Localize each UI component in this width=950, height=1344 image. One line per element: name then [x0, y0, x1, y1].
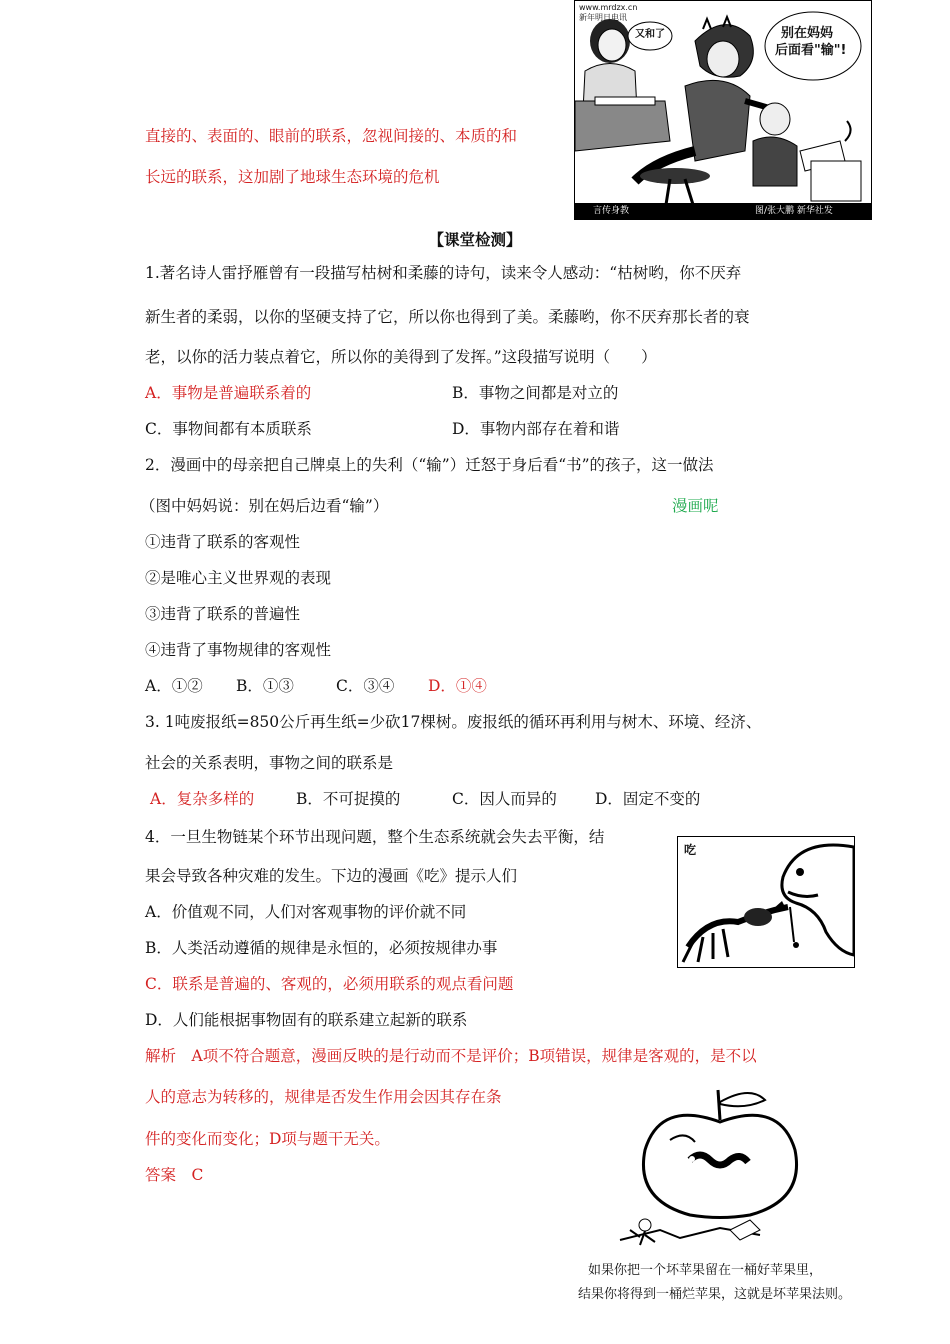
q4-analysis-1: 解析 A项不符合题意，漫画反映的是行动而不是评价；B项错误，规律是客观的，是不以 [145, 1047, 757, 1065]
q1-option-c: C．事物间都有本质联系 [145, 420, 312, 438]
cartoon1-caption-left: 言传身教 [593, 206, 630, 216]
q4-option-d: D．人们能根据事物固有的联系建立起新的联系 [145, 1011, 468, 1029]
cartoon1-bubble-right-1: 别在妈妈 [781, 26, 834, 41]
q3-option-c: C．因人而异的 [452, 790, 557, 808]
intro-line-1: 直接的、表面的、眼前的联系，忽视间接的、本质的和 [145, 127, 518, 145]
q4-option-b: B．人类活动遵循的规律是永恒的，必须按规律办事 [145, 939, 498, 957]
cartoon1-bubble-right-2: 后面看"输"! [775, 43, 847, 58]
q4-line-2: 果会导致各种灾难的发生。下边的漫画《吃》提示人们 [145, 867, 518, 885]
q2-item-4: ④违背了事物规律的客观性 [145, 641, 332, 659]
cartoon1-bubble-left: 又和了 [635, 29, 665, 40]
q1-option-d: D．事物内部存在着和谐 [452, 420, 620, 438]
cartoon-eat-drawing [678, 837, 854, 967]
cartoon-bad-apple-drawing [600, 1080, 850, 1260]
q3-option-b: B．不可捉摸的 [296, 790, 401, 808]
cartoon-mother-mahjong [574, 0, 872, 220]
section-title: 【课堂检测】 [428, 230, 522, 249]
q4-line-1: 4．一旦生物链某个环节出现问题，整个生态系统就会失去平衡，结 [145, 828, 605, 846]
q2-option-b: B．①③ [236, 677, 294, 695]
q4-analysis-3: 件的变化而变化；D项与题干无关。 [145, 1130, 390, 1148]
q1-option-a: A．事物是普遍联系着的 [145, 384, 312, 402]
cartoon1-top-text: 新年明日电讯 [579, 13, 627, 22]
q3-line-1: 3. 1吨废报纸=850公斤再生纸=少砍17棵树。废报纸的循环再利用与树木、环境、经济、 [145, 713, 762, 731]
cartoon1-site: www.mrdzx.cn [579, 3, 638, 12]
cartoon-bad-apple [600, 1080, 850, 1260]
q1-line-3: 老，以你的活力装点着它，所以你的美得到了发挥。”这段描写说明（ ） [145, 348, 657, 366]
q4-option-a: A．价值观不同，人们对客观事物的评价就不同 [145, 903, 467, 921]
q3-option-d: D．固定不变的 [595, 790, 701, 808]
q1-option-b: B．事物之间都是对立的 [452, 384, 619, 402]
cartoon1-caption-right: 图/张大鹏 新华社发 [755, 206, 833, 216]
cartoon2-label: 吃 [684, 843, 697, 857]
q2-option-d: D．①④ [428, 677, 487, 695]
cartoon3-caption-1: 如果你把一个坏苹果留在一桶好苹果里， [588, 1263, 823, 1278]
q2-note: 漫画呢 [672, 497, 719, 515]
q2-item-2: ②是唯心主义世界观的表现 [145, 569, 332, 587]
q3-line-2: 社会的关系表明，事物之间的联系是 [145, 754, 394, 772]
q1-line-1: 1.著名诗人雷抒雁曾有一段描写枯树和柔藤的诗句，读来令人感动：“枯树哟，你不厌弃 [145, 264, 742, 282]
q4-analysis-2: 人的意志为转移的，规律是否发生作用会因其存在条 [145, 1088, 502, 1106]
q2-option-c: C．③④ [336, 677, 395, 695]
q4-answer: 答案 C [145, 1166, 204, 1184]
cartoon-eat [677, 836, 855, 968]
q3-option-a: A．复杂多样的 [150, 790, 255, 808]
q2-line-1: 2．漫画中的母亲把自己牌桌上的失利（“输”）迁怒于身后看“书”的孩子，这一做法 [145, 456, 714, 474]
q1-line-2: 新生者的柔弱，以你的坚硬支持了它，所以你也得到了美。柔藤哟，你不厌弃那长者的衰 [145, 308, 750, 326]
q2-option-a: A．①② [145, 677, 203, 695]
q4-option-c: C．联系是普遍的、客观的，必须用联系的观点看问题 [145, 975, 514, 993]
intro-line-2: 长远的联系，这加剧了地球生态环境的危机 [145, 168, 440, 186]
q2-item-1: ①违背了联系的客观性 [145, 533, 301, 551]
q2-line-2: （图中妈妈说：别在妈后边看“输”） [140, 497, 389, 515]
q2-item-3: ③违背了联系的普遍性 [145, 605, 301, 623]
cartoon3-caption-2: 结果你将得到一桶烂苹果，这就是坏苹果法则。 [578, 1287, 852, 1302]
